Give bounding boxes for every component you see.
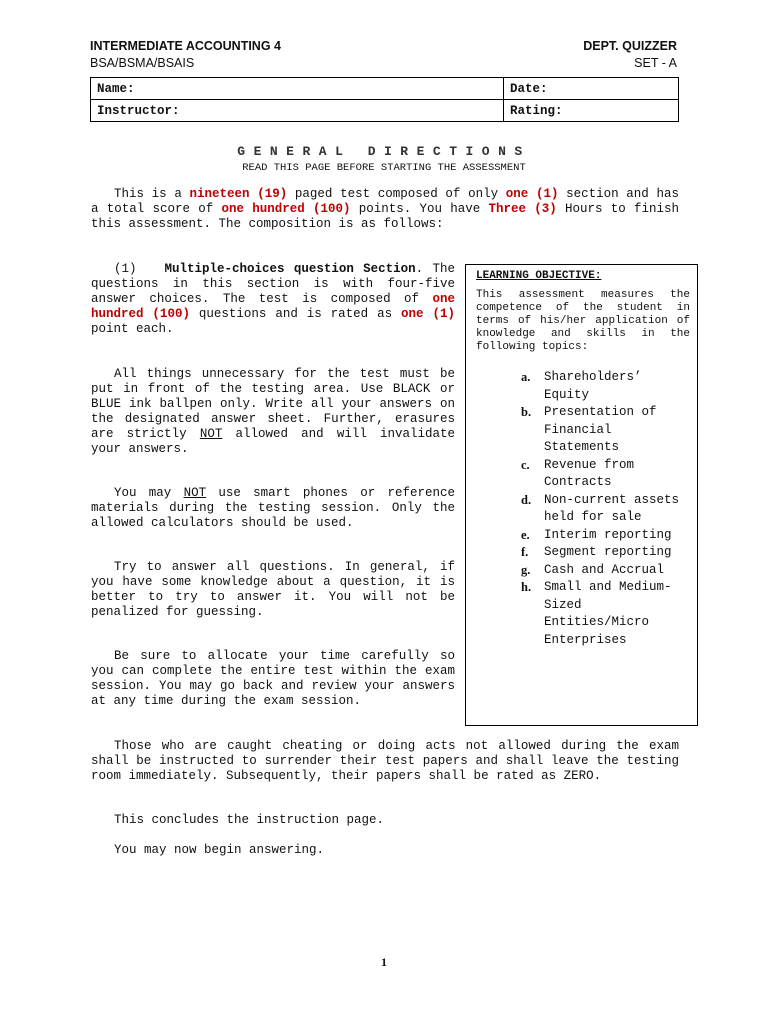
section-heading: Multiple-choices question Section xyxy=(164,262,416,276)
materials-paragraph xyxy=(91,367,455,457)
cheating-paragraph: Those who are caught cheating or doing acts not allowed during the exam shall be instructed to surrender their test papers and shall leave the testing room immediately. Subsequently, their papers shall be rated as ZERO. xyxy=(91,739,679,783)
list-item xyxy=(466,404,699,457)
time-allocation-paragraph: Be sure to allocate your time carefully so you can complete the entire test within the exam session. You may go back and review your answers at any time during the exam session. xyxy=(91,649,455,708)
learning-objective-box xyxy=(465,264,698,726)
begin-paragraph: You may now begin answering. xyxy=(114,843,325,857)
mc-text: questions and is rated as xyxy=(189,307,402,321)
learning-objective-title: LEARNING OBJECTIVE: xyxy=(476,270,602,282)
directions-title: GENERAL DIRECTIONS xyxy=(237,144,531,159)
list-item xyxy=(466,579,699,649)
total-score: one hundred (100) xyxy=(221,202,351,216)
list-letter: e. xyxy=(521,527,530,542)
page-count: nineteen (19) xyxy=(189,187,288,201)
list-letter: b. xyxy=(521,405,532,419)
table-row xyxy=(91,78,679,100)
intro-text: points. You have xyxy=(350,202,489,216)
guessing-paragraph: Try to answer all questions. In general, if you have some knowledge about a question, it is better to try to answer it. You will not be penalized for guessing. xyxy=(91,560,455,619)
materials-text: All things unnecessary for the test must be put in front of the testing area. Use BLACK or BLUE ink ballpen only. Write all your answers on the designated answer sheet. Further, erasures are strictly xyxy=(91,367,455,441)
topic-text: Non-current assets held for sale xyxy=(544,492,680,524)
list-item xyxy=(466,544,699,562)
instructor-field-label: Instructor: xyxy=(91,100,504,122)
mc-text: . The questions in this section is with four-five answer choices. The test is composed of xyxy=(91,262,455,306)
intro-text: This is a xyxy=(114,187,190,201)
mc-text: point each. xyxy=(91,322,174,336)
program-codes: BSA/BSMA/BSAIS xyxy=(90,56,195,70)
topic-text: Small and Medium-Sized Entities/Micro Enterprises xyxy=(544,580,672,647)
list-item xyxy=(466,457,699,492)
list-item xyxy=(466,369,699,404)
learning-objective-text: This assessment measures the competence of the student in terms of his/her application of knowledge and skills in the following topics: xyxy=(476,289,690,353)
intro-text: section and has a total score of xyxy=(91,187,679,216)
list-letter: d. xyxy=(521,492,532,507)
topic-text: Cash and Accrual xyxy=(544,562,665,577)
topic-text: Interim reporting xyxy=(544,527,672,542)
intro-text: Hours to finish this assessment. The composition is as follows: xyxy=(91,202,679,231)
intro-paragraph xyxy=(91,187,679,232)
list-letter: g. xyxy=(521,562,531,577)
topic-text: Shareholders’ Equity xyxy=(544,370,642,402)
test-set-label: SET - A xyxy=(634,56,677,70)
phones-text: You may xyxy=(114,486,184,500)
directions-subtitle: READ THIS PAGE BEFORE STARTING THE ASSESSMENT xyxy=(242,162,526,174)
student-info-table xyxy=(90,77,679,122)
section-count: one (1) xyxy=(505,187,559,201)
points-per-question: one (1) xyxy=(401,307,455,321)
time-limit: Three (3) xyxy=(488,202,557,216)
topic-text: Segment reporting xyxy=(544,545,672,559)
list-letter: f. xyxy=(521,545,529,559)
list-letter: h. xyxy=(521,580,532,594)
multiple-choice-paragraph xyxy=(91,262,455,337)
phones-paragraph xyxy=(91,486,455,531)
department-label: DEPT. QUIZZER xyxy=(583,39,677,53)
list-letter: c. xyxy=(521,457,530,472)
phones-text: use smart phones or reference materials during the testing session. Only the allowed calculators should be used. xyxy=(91,486,455,530)
list-item xyxy=(466,492,699,527)
question-count: one hundred (100) xyxy=(91,292,455,321)
name-field-label: Name: xyxy=(91,78,504,100)
not-emphasis: NOT xyxy=(183,486,207,500)
topic-text: Revenue from Contracts xyxy=(544,457,635,489)
intro-text: paged test composed of only xyxy=(287,187,506,201)
materials-text: allowed and will invalidate your answers. xyxy=(91,427,455,456)
table-row xyxy=(91,100,679,122)
course-title: INTERMEDIATE ACCOUNTING 4 xyxy=(90,39,281,53)
date-field-label: Date: xyxy=(504,78,679,100)
rating-field-label: Rating: xyxy=(504,100,679,122)
conclusion-paragraph: This concludes the instruction page. xyxy=(114,813,385,827)
topic-text: Presentation of Financial Statements xyxy=(544,405,657,454)
list-letter: a. xyxy=(521,370,531,384)
section-number: (1) xyxy=(114,262,137,276)
list-item xyxy=(466,562,699,580)
list-item xyxy=(466,527,699,545)
page-number: 1 xyxy=(381,955,387,969)
topic-list xyxy=(466,369,699,649)
not-emphasis: NOT xyxy=(199,427,223,441)
